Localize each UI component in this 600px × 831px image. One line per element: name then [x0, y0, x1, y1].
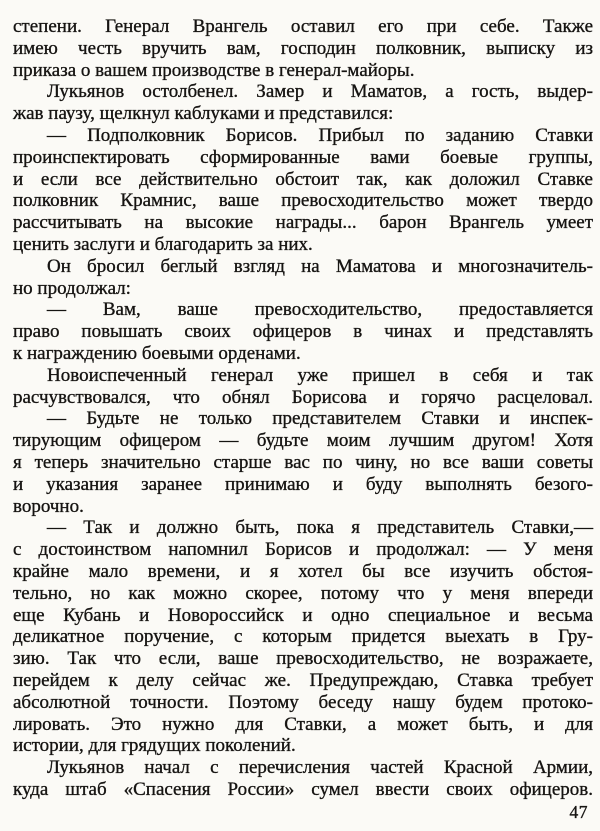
text-line: приказа о вашем производстве в генерал-майоры.: [13, 59, 415, 81]
text-line: полковник Крамнис, ваше превосходительство может твердо: [13, 190, 593, 212]
text-line: рассчитывать на высокие награды... барон Врангель умеет: [13, 212, 593, 234]
text-line: — Так и должно быть, пока я представитель Ставки,—: [47, 517, 593, 539]
text-line: тирующим офицером — будьте моим лучшим другом! Хотя: [13, 430, 593, 452]
text-line: и указания заранее принимаю и буду выполнять безого-: [13, 473, 593, 495]
page-text: [13, 16, 593, 801]
text-line: куда штаб «Спасения России» сумел ввести своих офицеров.: [13, 778, 593, 800]
text-line: Новоиспеченный генерал уже пришел в себя и так: [47, 364, 593, 386]
text-line: крайне мало времени, и я хотел бы все изучить обстоя-: [13, 560, 593, 582]
text-line: — Будьте не только представителем Ставки и инспек-: [47, 408, 593, 430]
text-line: имею честь вручить вам, господин полковник, выписку из: [13, 37, 593, 59]
text-line: с достоинством напомнил Борисов и продолжал: — У меня: [13, 539, 593, 561]
text-line: перейдем к делу сейчас же. Предупреждаю, Ставка требует: [13, 669, 593, 691]
text-line: деликатное поручение, с которым придется выехать в Гру-: [13, 626, 593, 648]
text-line: — Вам, ваше превосходительство, предоставляется: [47, 299, 593, 321]
text-line: еще Кубань и Новороссийск и одно специальное и весьма: [13, 604, 593, 626]
text-line: Лукьянов остолбенел. Замер и Маматов, а гость, выдер-: [47, 81, 593, 103]
text-line: степени. Генерал Врангель оставил его при себе. Также: [13, 16, 593, 37]
text-line: и если все действительно обстоит так, как доложил Ставке: [13, 168, 593, 190]
text-line: Лукьянов начал с перечисления частей Красной Армии,: [47, 757, 593, 779]
text-line: лировать. Это нужно для Ставки, а может быть, и для: [13, 713, 593, 735]
text-line: Он бросил беглый взгляд на Маматова и многозначитель-: [47, 255, 593, 277]
text-line: ворочно.: [13, 495, 84, 517]
text-line: я теперь значительно старше вас по чину, но все ваши советы: [13, 451, 593, 473]
text-line: тельно, но как можно скорее, потому что у меня впереди: [13, 582, 593, 604]
text-line: но продолжал:: [13, 277, 131, 299]
text-line: расчувствовался, что обнял Борисова и горячо расцеловал.: [13, 386, 593, 408]
text-line: истории, для грядущих поколений.: [13, 735, 296, 757]
text-line: жав паузу, щелкнул каблуками и представился:: [13, 103, 394, 125]
text-line: право повышать своих офицеров в чинах и представлять: [13, 321, 593, 343]
text-line: ценить заслуги и благодарить за них.: [13, 233, 313, 255]
text-line: абсолютной точности. Поэтому беседу нашу будем протоко-: [13, 691, 593, 713]
text-line: проинспектировать сформированные вами боевые группы,: [13, 146, 593, 168]
text-line: зию. Так что если, ваше превосходительство, не возражаете,: [13, 648, 593, 670]
text-line: — Подполковник Борисов. Прибыл по заданию Ставки: [47, 124, 593, 146]
page-number: 47: [569, 802, 588, 822]
text-line: к награждению боевыми орденами.: [13, 342, 301, 364]
